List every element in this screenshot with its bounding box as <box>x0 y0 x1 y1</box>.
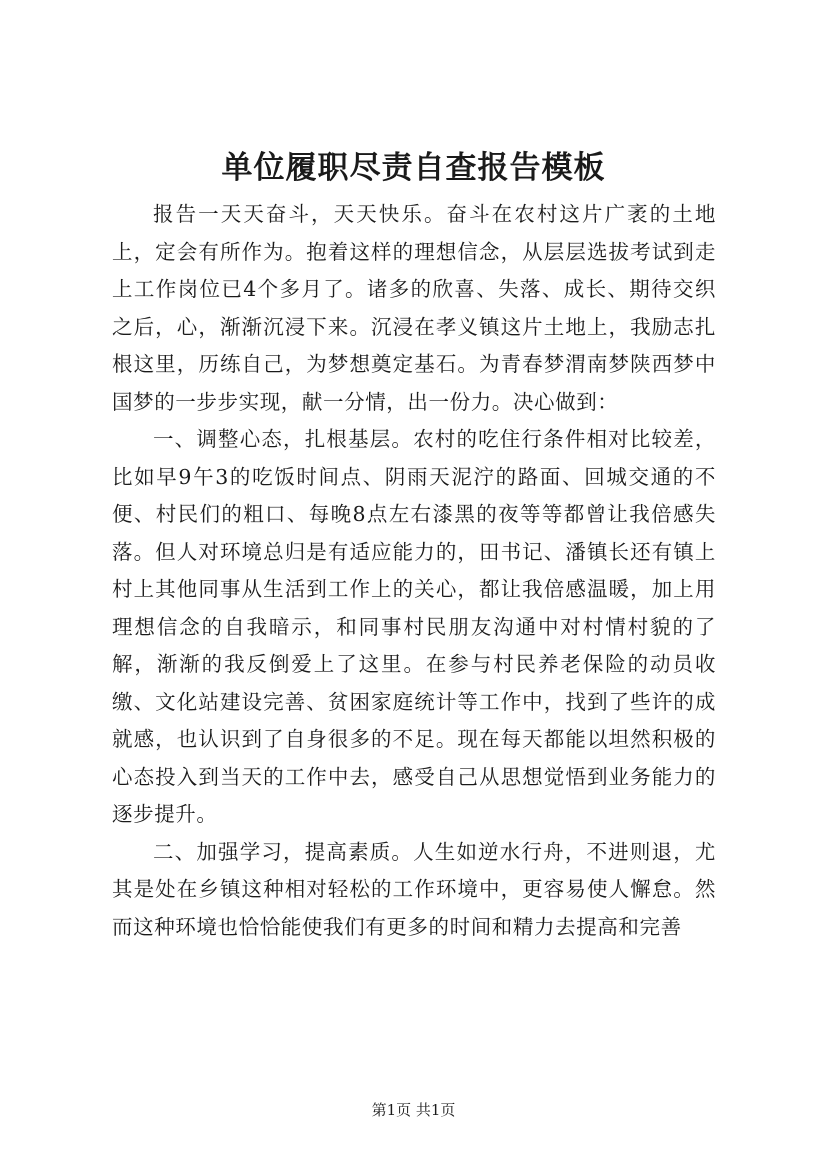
paragraph-section-one: 一、调整心态，扎根基层。农村的吃住行条件相对比较差，比如早9午3的吃饭时间点、阴雨天泥泞的路面、回城交通的不便、村民们的粗口、每晚8点左右漆黑的夜等等都曾让我倍感失落。但人对环境总归是有适应能力的，田书记、潘镇长还有镇上村上其他同事从生活到工作上的关心，都让我倍感温暖，加上用理想信念的自我暗示，和同事村民朋友沟通中对村情村貌的了解，渐渐的我反倒爱上了这里。在参与村民养老保险的动员收缴、文化站建设完善、贫困家庭统计等工作中，找到了些许的成就感，也认识到了自身很多的不足。现在每天都能以坦然积极的心态投入到当天的工作中去，感受自己从思想觉悟到业务能力的逐步提升。 <box>112 427 716 826</box>
document-body <box>112 196 716 946</box>
page-number-label: 第1页 共1页 <box>371 1101 456 1119</box>
paragraph-intro: 报告一天天奋斗，天天快乐。奋斗在农村这片广袤的土地上，定会有所作为。抱着这样的理想信念，从层层选拔考试到走上工作岗位已4个多月了。诸多的欣喜、失落、成长、期待交织之后，心，渐渐沉浸下来。沉浸在孝义镇这片土地上，我励志扎根这里，历练自己，为梦想奠定基石。为青春梦渭南梦陕西梦中国梦的一步步实现，献一分情，出一份力。决心做到： <box>112 202 716 414</box>
document-title: 单位履职尽责自查报告模板 <box>221 150 606 186</box>
paragraph-section-two: 二、加强学习，提高素质。人生如逆水行舟，不进则退，尤其是处在乡镇这种相对轻松的工作环境中，更容易使人懈怠。然而这种环境也恰恰能使我们有更多的时间和精力去提高和完善 <box>112 839 716 939</box>
page-footer <box>0 1100 827 1120</box>
